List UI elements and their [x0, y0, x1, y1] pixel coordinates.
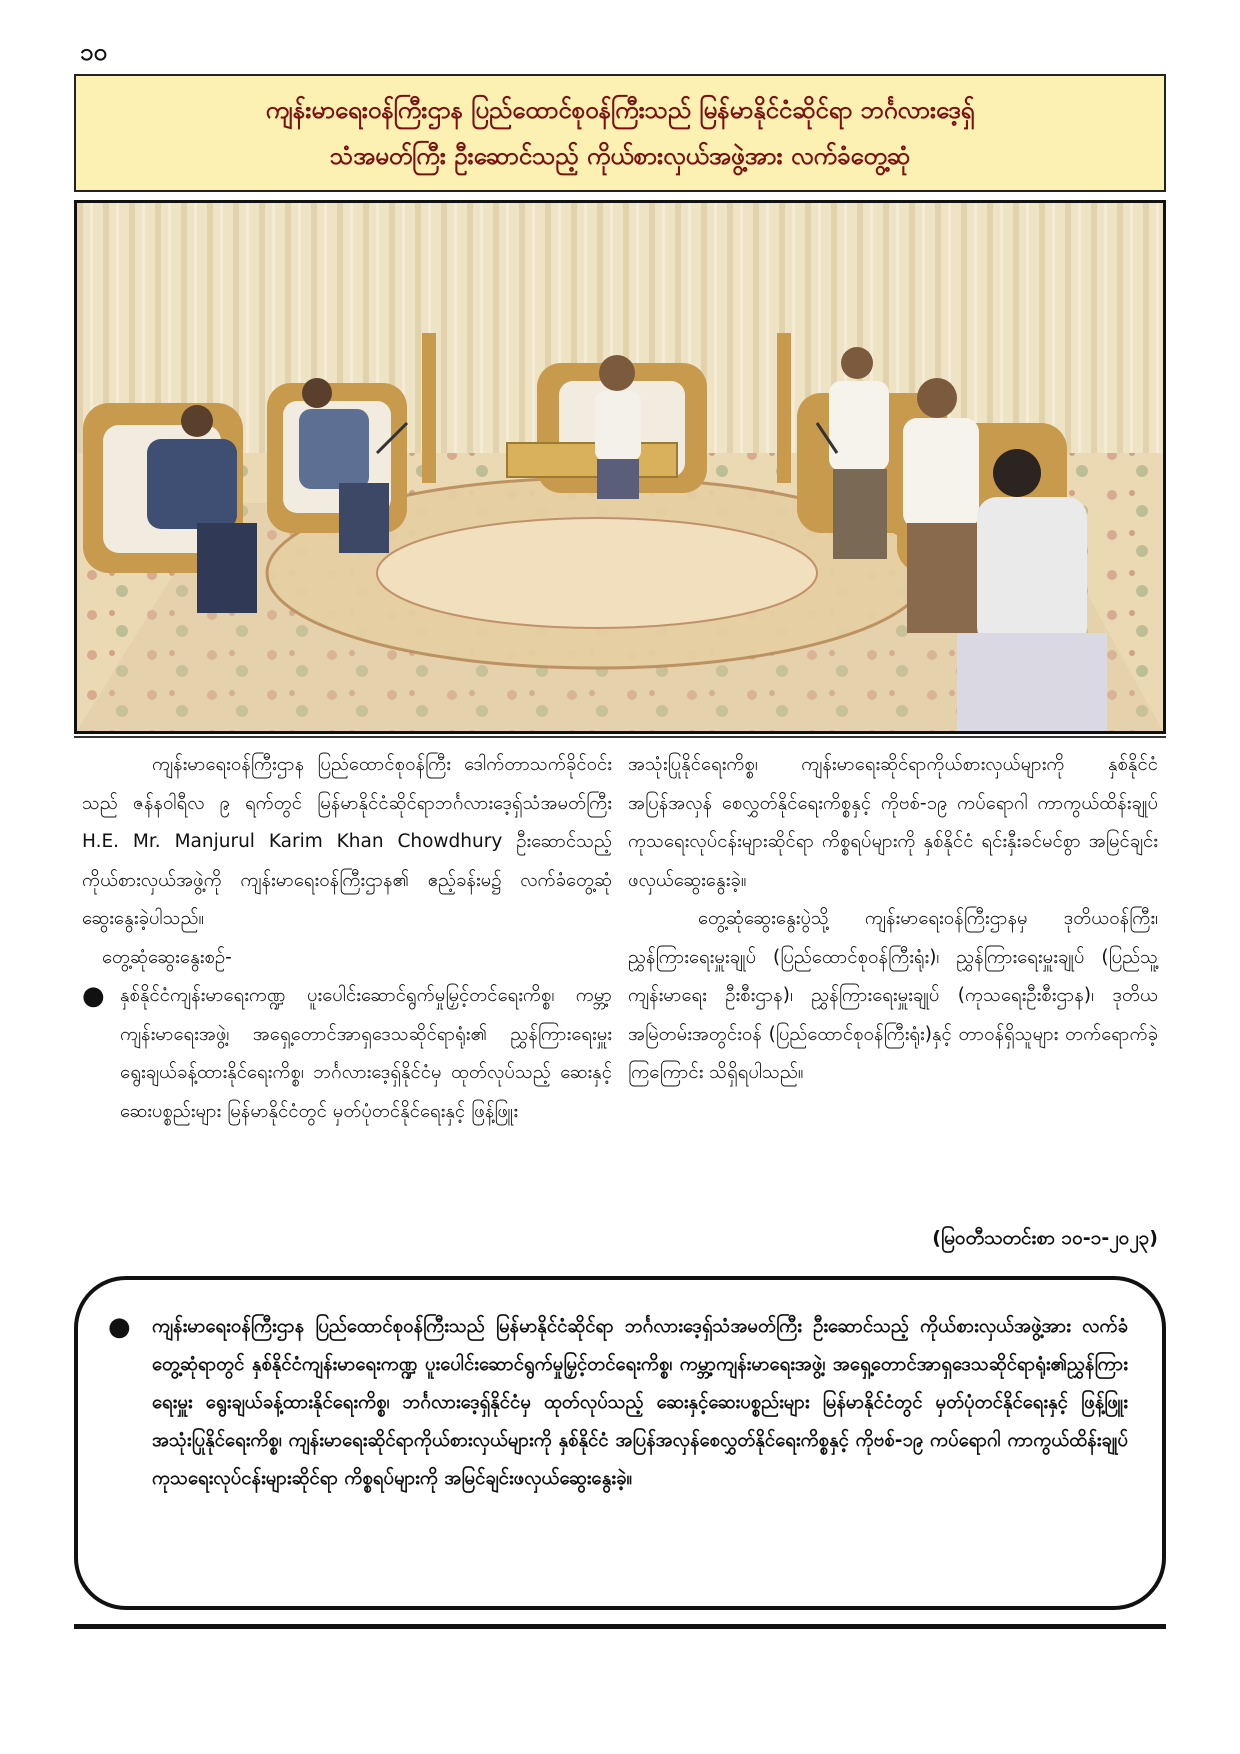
- headline-line-2: သံအမတ်ကြီး ဦးဆောင်သည့် ကိုယ်စားလှယ်အဖွဲ့အား လက်ခံတွေ့ဆုံ: [329, 142, 911, 170]
- summary-box: [74, 1276, 1166, 1610]
- bullet-icon: ●: [108, 1312, 131, 1342]
- photo-divider: [74, 736, 1166, 738]
- page-number: ၁၀: [80, 38, 107, 66]
- meeting-photo: [74, 200, 1166, 734]
- article-source: (မြဝတီသတင်းစာ ၁၀-၁-၂၀၂၃): [932, 1227, 1158, 1249]
- meeting-photo-illustration: [77, 203, 1163, 731]
- summary-item: [108, 1308, 1128, 1498]
- article-bullet-continued: အသုံးပြုနိုင်ရေးကိစ္စ၊ ကျန်းမာရေးဆိုင်ရာကိုယ်စားလှယ်များကို နှစ်နိုင်ငံ အပြန်အလှန် စေလွှတ်နိုင်ရေးကိစ္စနှင့် ကိုဗစ်-၁၉ ကပ်ရောဂါ ကာကွယ်ထိန်းချုပ်ကုသရေးလုပ်ငန်းများဆိုင်ရာ ကိစ္စရပ်များကို နှစ်နိုင်ငံ ရင်းနှီးခင်မင်စွာ အမြင်ချင်းဖလှယ်ဆွေးနွေးခဲ့။: [628, 754, 1158, 891]
- summary-text: ကျန်းမာရေးဝန်ကြီးဌာန ပြည်ထောင်စုဝန်ကြီးသည် မြန်မာနိုင်ငံဆိုင်ရာ ဘင်္ဂလားဒေ့ရှ်သံအမတ်ကြီး ဦးဆောင်သည့် ကိုယ်စားလှယ်အဖွဲ့အား လက်ခံတွေ့ဆုံရာတွင် နှစ်နိုင်ငံကျန်းမာရေးကဏ္ဍ ပူးပေါင်းဆောင်ရွက်မှုမြှင့်တင်ရေးကိစ္စ၊ ကမ္ဘာ့ကျန်းမာရေးအဖွဲ့၊ အရှေ့တောင်အာရှဒေသဆိုင်ရာရုံး၏ညွှန်ကြားရေးမှူး ရွေးချယ်ခန့်ထားနိုင်ရေးကိစ္စ၊ ဘင်္ဂလားဒေ့ရှ်နိုင်ငံမှ ထုတ်လုပ်သည့် ဆေးနှင့်ဆေးပစ္စည်းများ မြန်မာနိုင်ငံတွင် မှတ်ပုံတင်နိုင်ရေးနှင့် ဖြန့်ဖြူးအသုံးပြုနိုင်ရေးကိစ္စ၊ ကျန်းမာရေးဆိုင်ရာကိုယ်စားလှယ်များကို နှစ်နိုင်ငံ အပြန်အလှန်စေလွှတ်နိုင်ရေးကိစ္စနှင့် ကိုဗစ်-၁၉ ကပ်ရောဂါ ကာကွယ်ထိန်းချုပ်ကုသရေးလုပ်ငန်းများဆိုင်ရာ ကိစ္စရပ်များကို အမြင်ချင်းဖလှယ်ဆွေးနွေးခဲ့။: [152, 1316, 1128, 1489]
- article-bullet: [82, 977, 612, 1131]
- article-bullet-text: နှစ်နိုင်ငံကျန်းမာရေးကဏ္ဍ ပူးပေါင်းဆောင်ရွက်မှုမြှင့်တင်ရေးကိစ္စ၊ ကမ္ဘာ့ကျန်းမာရေးအဖွဲ့၊ အရှေ့တောင်အာရှဒေသဆိုင်ရာရုံး၏ ညွှန်ကြားရေးမှူး ရွေးချယ်ခန့်ထားနိုင်ရေးကိစ္စ၊ ဘင်္ဂလားဒေ့ရှ်နိုင်ငံမှ ထုတ်လုပ်သည့် ဆေးနှင့်ဆေးပစ္စည်းများ မြန်မာနိုင်ငံတွင် မှတ်ပုံတင်နိုင်ရေးနှင့် ဖြန့်ဖြူး: [120, 985, 612, 1122]
- article-intro-paragraph: ကျန်းမာရေးဝန်ကြီးဌာန ပြည်ထောင်စုဝန်ကြီး ဒေါက်တာသက်ခိုင်ဝင်းသည် ဇန်နဝါရီလ ၉ ရက်တွင် မြန်မာနိုင်ငံဆိုင်ရာဘင်္ဂလားဒေ့ရှ်သံအမတ်ကြီး H.E. Mr. Manjurul Karim Khan Chowdhury ဦးဆောင်သည့် ကိုယ်စားလှယ်အဖွဲ့ကို ကျန်းမာရေးဝန်ကြီးဌာန၏ ဧည့်ခန်းမ၌ လက်ခံတွေ့ဆုံဆွေးနွေးခဲ့ပါသည်။: [82, 754, 612, 929]
- article-closing-paragraph: တွေ့ဆုံဆွေးနွေးပွဲသို့ ကျန်းမာရေးဝန်ကြီးဌာနမှ ဒုတိယဝန်ကြီး၊ ညွှန်ကြားရေးမှူးချုပ် (ပြည်ထောင်စုဝန်ကြီးရုံး)၊ ညွှန်ကြားရေးမှူးချုပ် (ပြည်သူ့ကျန်းမာရေး ဦးစီးဌာန)၊ ညွှန်ကြားရေးမှူးချုပ် (ကုသရေးဦးစီးဌာန)၊ ဒုတိယအမြဲတမ်းအတွင်းဝန် (ပြည်ထောင်စုဝန်ကြီးရုံး)နှင့် တာဝန်ရှိသူများ တက်ရောက်ခဲ့ကြကြောင်း သိရှိရပါသည်။: [628, 908, 1158, 1083]
- headline-line-1: ကျန်းမာရေးဝန်ကြီးဌာန ပြည်ထောင်စုဝန်ကြီးသည် မြန်မာနိုင်ငံဆိုင်ရာ ဘင်္ဂလားဒေ့ရှ်: [265, 96, 975, 124]
- headline-box: [74, 74, 1166, 192]
- bottom-divider: [74, 1624, 1166, 1629]
- bullet-icon: ●: [82, 981, 105, 1011]
- article-left-column: [82, 746, 612, 1131]
- article-lead-in: တွေ့ဆုံဆွေးနွေးစဉ်-: [102, 946, 232, 968]
- article-right-column: [628, 746, 1158, 1093]
